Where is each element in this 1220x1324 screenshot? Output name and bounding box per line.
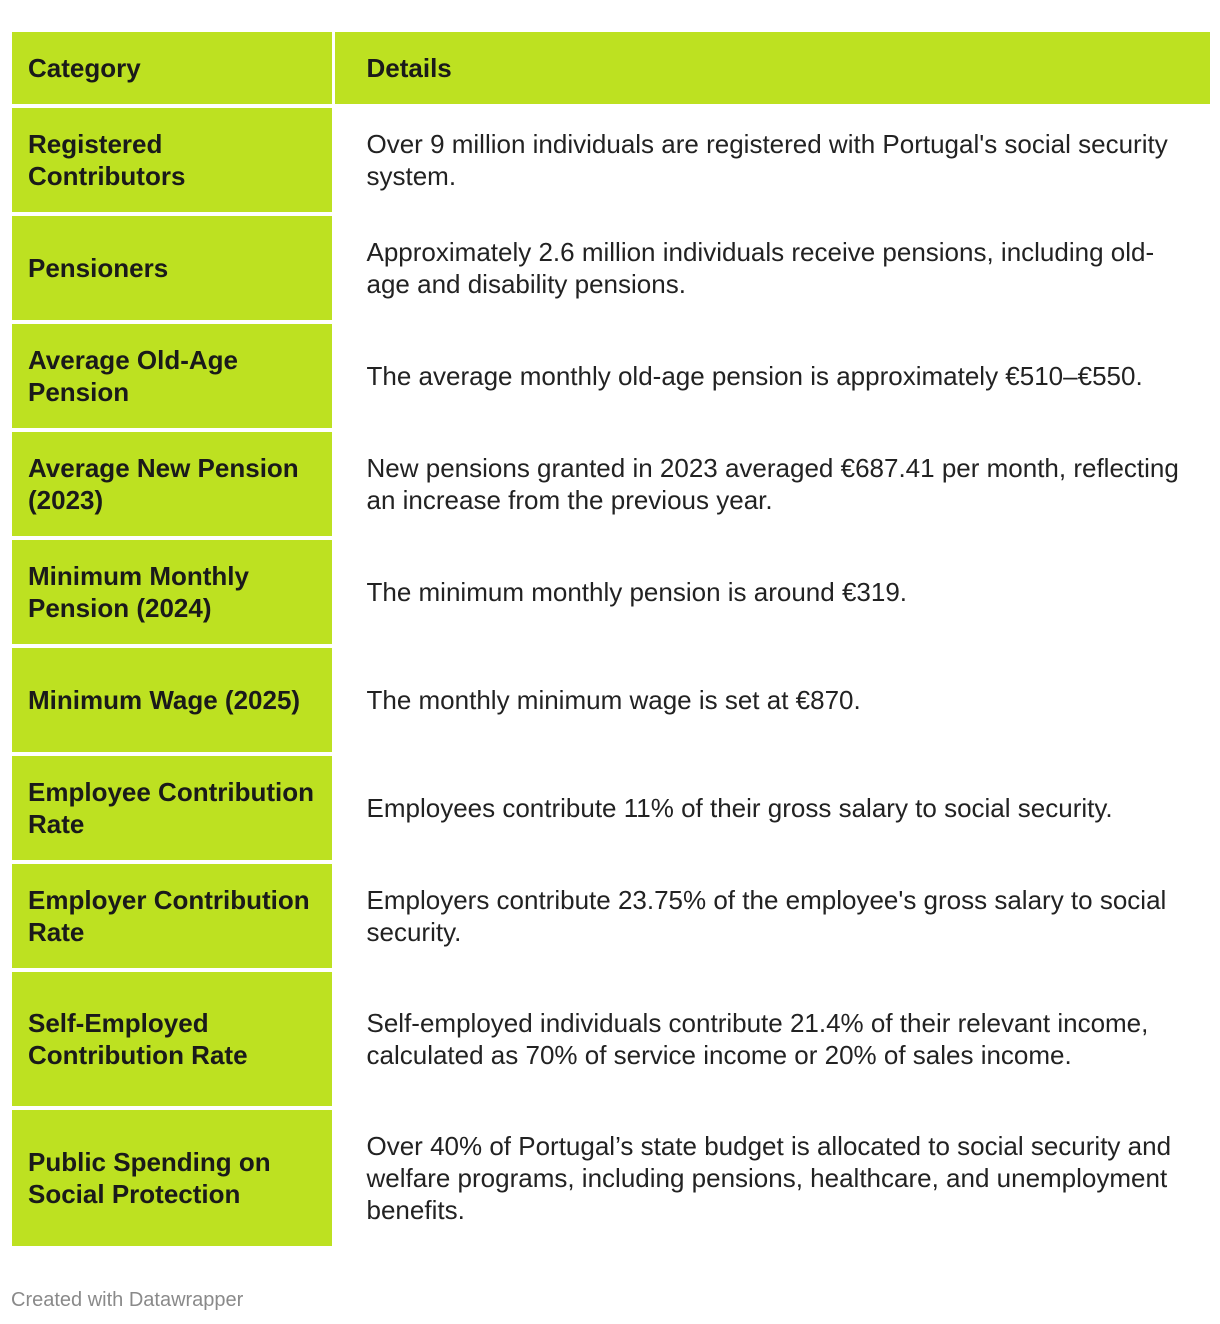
- category-cell: Average Old-Age Pension: [12, 322, 333, 430]
- details-cell: New pensions granted in 2023 averaged €687.41 per month, reflecting an increase from the previous year.: [333, 430, 1210, 538]
- category-cell: Pensioners: [12, 214, 333, 322]
- table-row: [12, 754, 1210, 862]
- category-cell: Public Spending on Social Protection: [12, 1108, 333, 1248]
- details-cell: The minimum monthly pension is around €319.: [333, 538, 1210, 646]
- table-row: [12, 214, 1210, 322]
- category-cell: Average New Pension (2023): [12, 430, 333, 538]
- details-cell: The monthly minimum wage is set at €870.: [333, 646, 1210, 754]
- table-body: [12, 106, 1210, 1248]
- category-cell: Employer Contribution Rate: [12, 862, 333, 970]
- header-row: [12, 32, 1210, 106]
- table-row: [12, 106, 1210, 214]
- table-row: [12, 430, 1210, 538]
- details-cell: Approximately 2.6 million individuals receive pensions, including old-age and disability pensions.: [333, 214, 1210, 322]
- details-cell: Employees contribute 11% of their gross salary to social security.: [333, 754, 1210, 862]
- table-row: [12, 970, 1210, 1108]
- table-row: [12, 538, 1210, 646]
- table-row: [12, 1108, 1210, 1248]
- category-cell: Employee Contribution Rate: [12, 754, 333, 862]
- table-row: [12, 862, 1210, 970]
- details-cell: The average monthly old-age pension is approximately €510–€550.: [333, 322, 1210, 430]
- data-table-container: [12, 32, 1210, 1250]
- category-cell: Minimum Wage (2025): [12, 646, 333, 754]
- category-cell: Self-Employed Contribution Rate: [12, 970, 333, 1108]
- details-cell: Employers contribute 23.75% of the employee's gross salary to social security.: [333, 862, 1210, 970]
- category-cell: Minimum Monthly Pension (2024): [12, 538, 333, 646]
- table-row: [12, 322, 1210, 430]
- details-cell: Over 40% of Portugal’s state budget is allocated to social security and welfare programs, including pensions, healthcare, and unemployment benefits.: [333, 1108, 1210, 1248]
- datawrapper-credit-link[interactable]: Created with Datawrapper: [11, 1289, 244, 1311]
- table-header: [12, 32, 1210, 106]
- category-cell: Registered Contributors: [12, 106, 333, 214]
- column-header-category[interactable]: Category: [12, 32, 333, 106]
- column-header-details[interactable]: Details: [333, 32, 1210, 106]
- details-cell: Self-employed individuals contribute 21.4% of their relevant income, calculated as 70% of service income or 20% of sales income.: [333, 970, 1210, 1108]
- data-table: [12, 32, 1210, 1250]
- table-row: [12, 646, 1210, 754]
- details-cell: Over 9 million individuals are registered with Portugal's social security system.: [333, 106, 1210, 214]
